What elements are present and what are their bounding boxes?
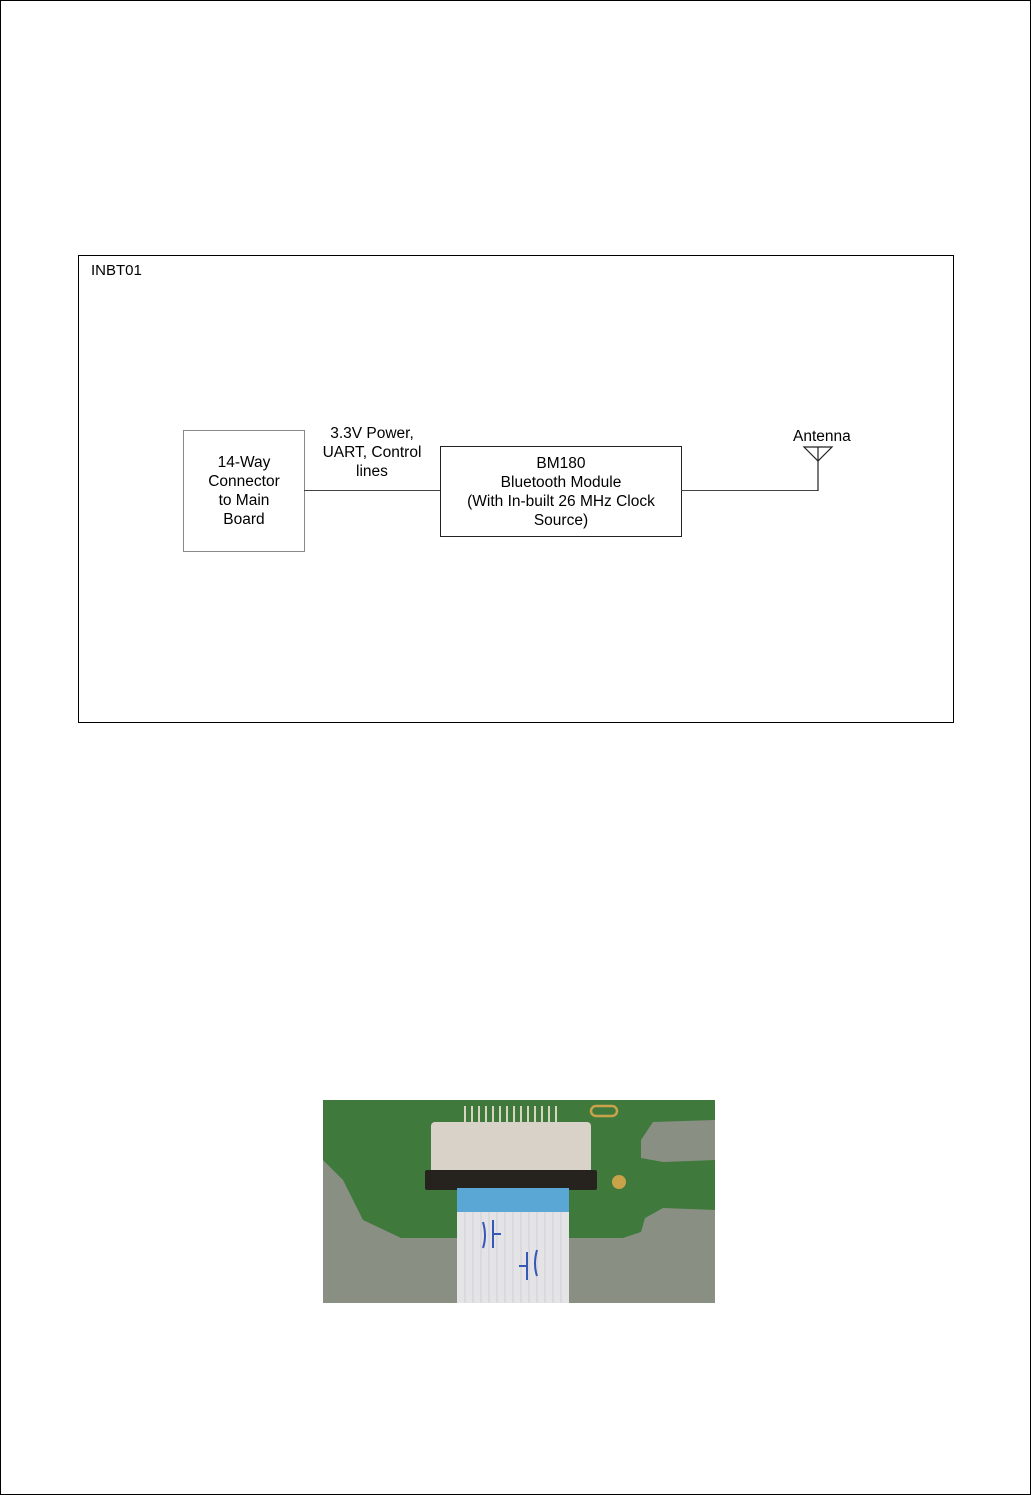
- connector-box: [183, 430, 305, 552]
- connector-latch: [425, 1170, 597, 1190]
- frame-label: INBT01: [91, 262, 142, 279]
- mounting-hole: [612, 1175, 626, 1189]
- module-to-antenna-wire: [681, 490, 818, 491]
- module-line-1: BM180: [536, 454, 586, 472]
- antenna-label: Antenna: [793, 428, 851, 445]
- connector-housing: [431, 1122, 591, 1174]
- connector-to-module-wire: [304, 490, 440, 491]
- module-line-3: (With In-built 26 MHz Clock: [467, 492, 655, 510]
- module-line-4: Source): [533, 511, 589, 529]
- connector-line-3: to Main: [218, 492, 270, 509]
- connector-line-2: Connector: [208, 473, 280, 490]
- link-line-3: lines: [356, 463, 388, 480]
- connector-line-4: Board: [223, 511, 265, 528]
- bluetooth-module-box: [440, 446, 682, 537]
- antenna-icon: [800, 443, 836, 493]
- cable-stiffener: [457, 1188, 569, 1216]
- link-line-1: 3.3V Power,: [330, 425, 414, 442]
- module-line-2: Bluetooth Module: [500, 473, 622, 491]
- connector-photo: [323, 1100, 715, 1303]
- link-label: [312, 424, 432, 481]
- link-line-2: UART, Control: [322, 444, 422, 461]
- connector-line-1: 14-Way: [217, 454, 271, 471]
